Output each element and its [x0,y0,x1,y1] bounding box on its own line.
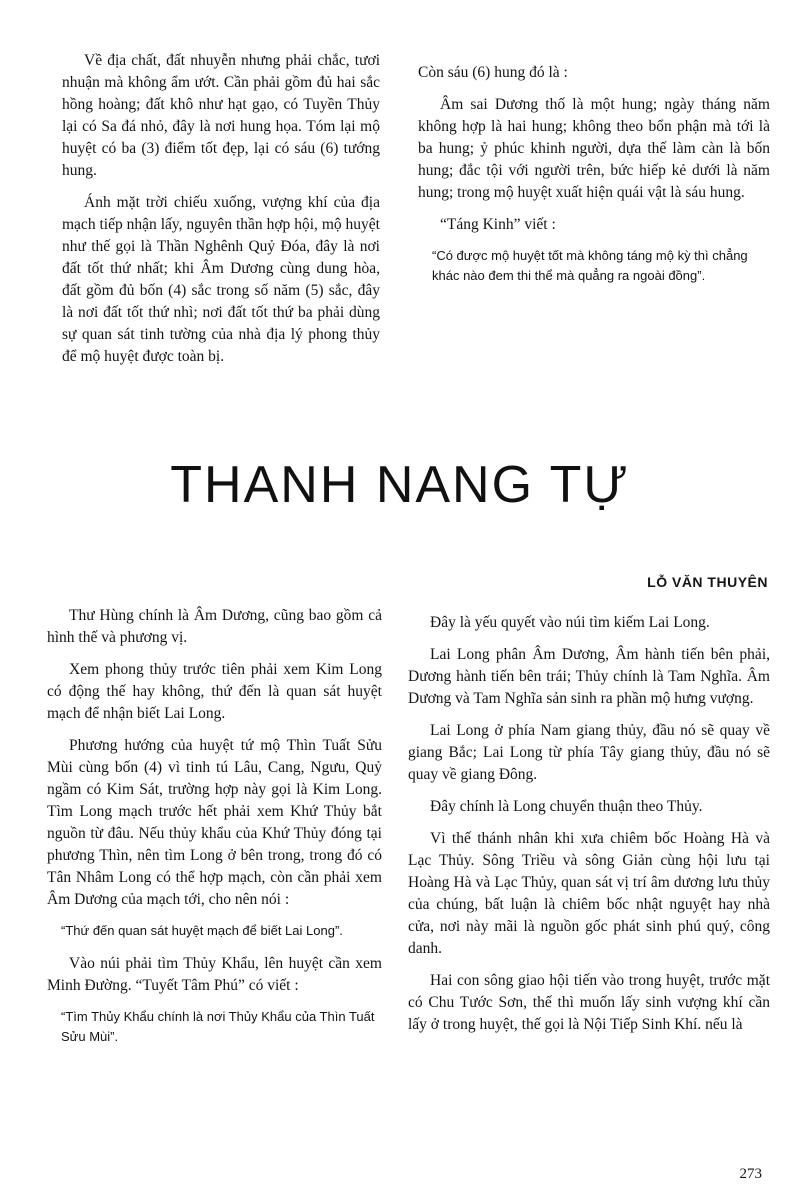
top-left-column [62,50,380,378]
paragraph: Phương hướng của huyệt tứ mộ Thìn Tuất Sửu Mùi cùng bốn (4) vì tinh tú Lâu, Cang, Ngưu, Quỷ ngầm có Kim Sát, trường hợp này gọi là Kim Long. Tìm Long mạch trước hết phải xem Khứ Thủy bắt nguồn từ đâu. Nếu thủy khẩu của Khứ Thủy đóng tại phương Thìn, nên tìm Long ở bên trong, trong đó có Tân Nhâm Long có thể hợp mạch, còn cần phải xem Âm Dương của mạch tới, cho nên nói : [47,737,382,908]
bottom-left-column [47,605,382,1059]
bottom-right-column [408,612,770,1046]
paragraph: “Táng Kinh” viết : [440,216,556,233]
article-title: THANH NANG TỰ [170,456,630,514]
block-quote: “Có được mộ huyệt tốt mà không táng mộ kỳ thì chẳng khác nào đem thi thể mà quẳng ra ngoài đồng”. [432,248,748,283]
paragraph: Còn sáu (6) hung đó là : [418,64,568,81]
paragraph: Đây chính là Long chuyển thuận theo Thủy. [430,798,703,815]
paragraph: Đây là yếu quyết vào núi tìm kiếm Lai Long. [430,614,710,631]
paragraph: Xem phong thủy trước tiên phải xem Kim Long có động thế hay không, thứ đến là quan sát huyệt mạch để nhận biết Lai Long. [47,661,382,722]
author-name: LỖ VĂN THUYÊN [647,574,768,590]
page-number: 273 [739,1166,762,1182]
paragraph: Lai Long phân Âm Dương, Âm hành tiến bên phải, Dương hành tiến bên trái; Thủy chính là Tam Nghĩa. Âm Dương và Tam Nghĩa sản sinh ra phần mộ hưng vượng. [408,646,770,707]
paragraph: Vào núi phải tìm Thủy Khẩu, lên huyệt cần xem Minh Đường. “Tuyết Tâm Phú” có viết : [47,955,382,994]
paragraph: Lai Long ở phía Nam giang thủy, đầu nó sẽ quay về giang Bắc; Lai Long từ phía Tây giang thủy, đầu nó sẽ quay về giang Đông. [408,722,770,783]
top-right-column [418,62,770,298]
block-quote: “Tìm Thủy Khẩu chính là nơi Thủy Khẩu của Thìn Tuất Sửu Mùi”. [61,1009,375,1044]
paragraph: Về địa chất, đất nhuyễn nhưng phải chắc, tươi nhuận mà không ẩm ướt. Cần phải gồm đủ hai sắc hồng hoàng; đất khô như hạt gạo, có Tuyền Thủy lại có Sa đá nhỏ, đây là nơi hung họa. Tóm lại mộ huyệt có ba (3) điểm tốt đẹp, lại có sáu (6) tướng hung. [62,52,380,179]
block-quote: “Thứ đến quan sát huyệt mạch để biết Lai Long”. [61,923,343,938]
paragraph: Vì thế thánh nhân khi xưa chiêm bốc Hoàng Hà và Lạc Thủy. Sông Triều và sông Giản cùng hội lưu tại Hoàng Hà và Lạc Thủy, quan sát vị trí âm dương lưu thủy của chúng, bất luận là chiêm bốc nhật nguyệt hay nhà cửa, nơi này mãi là nguồn gốc phát sinh phú quý, công danh. [408,830,770,957]
paragraph: Hai con sông giao hội tiến vào trong huyệt, trước mặt có Chu Tước Sơn, thế thì muốn lấy sinh vượng khí cần lấy ở trong huyệt, thế gọi là Nội Tiếp Sinh Khí. nếu là [408,972,770,1033]
paragraph: Thư Hùng chính là Âm Dương, cũng bao gồm cả hình thế và phương vị. [47,607,382,646]
paragraph: Ánh mặt trời chiếu xuống, vượng khí của địa mạch tiếp nhận lấy, nguyên thần hợp hội, mộ huyệt như thế gọi là Thần Nghênh Quỷ Đóa, đây là nơi đất tốt thứ nhất; khi Âm Dương cùng dung hòa, đất gồm đủ bốn (4) sắc trong số năm (5) sắc, đây là nơi đất tốt thứ nhì; nơi đất tốt thứ ba phải dùng sự quan sát tinh tường của nhà địa lý phong thủy để mộ huyệt được toàn bị. [62,194,380,365]
paragraph: Âm sai Dương thố là một hung; ngày tháng năm không hợp là hai hung; không theo bổn phận mà tới là ba hung; ỷ phúc khinh người, dựa thế làm càn là bốn hung; đắc tội với người trên, bức hiếp kẻ dưới là năm hung; trong mộ huyệt xuất hiện quái vật là sáu hung. [418,96,770,201]
